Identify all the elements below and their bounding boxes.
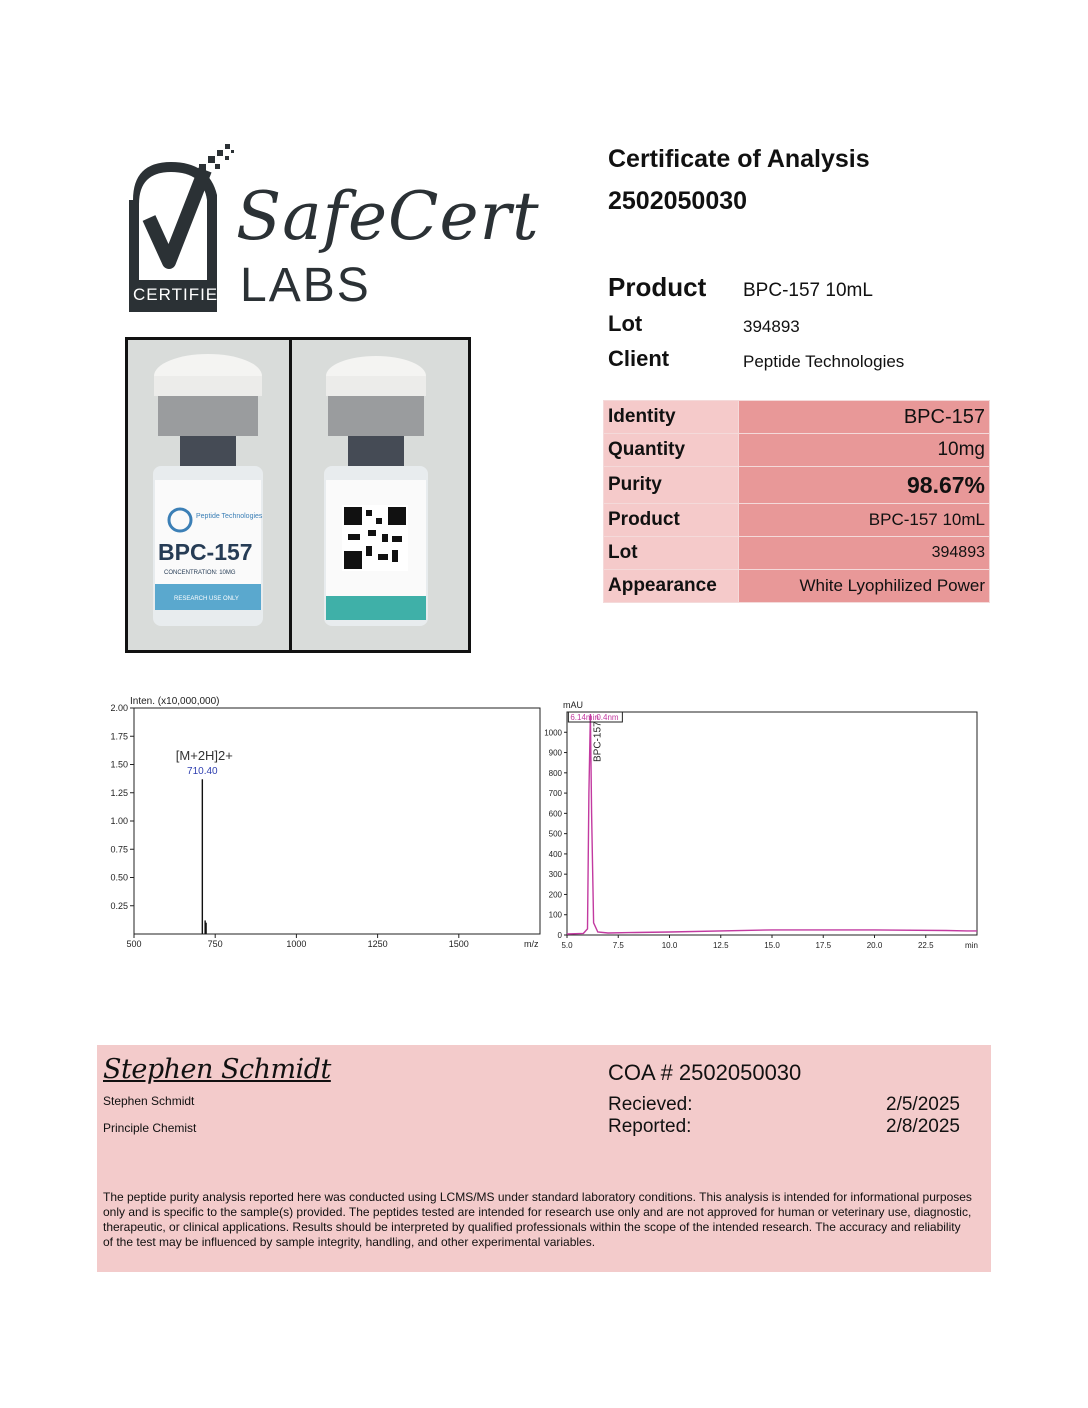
vial-name-text: BPC-157 (158, 539, 253, 565)
result-value: BPC-157 (739, 401, 990, 434)
info-product-label: Product (608, 272, 707, 302)
x-tick-label: 1500 (448, 939, 469, 949)
info-client-label: Client (608, 346, 670, 371)
hplc-chromatogram-chart (535, 695, 985, 963)
table-row (604, 504, 990, 537)
y-axis-label: mAU (563, 700, 583, 710)
info-client-value: Peptide Technologies (743, 352, 905, 371)
y-tick-label: 800 (548, 768, 562, 778)
x-axis-label: m/z (524, 939, 539, 949)
x-tick-label: 10.0 (661, 941, 678, 950)
y-tick-label: 0.50 (110, 872, 128, 883)
y-tick-label: 700 (548, 789, 562, 799)
vial-photo-back (289, 337, 471, 653)
y-tick-label: 0.25 (110, 900, 128, 911)
y-tick-label: 100 (548, 910, 562, 920)
x-tick-label: 20.0 (866, 941, 883, 950)
result-key: Quantity (604, 434, 739, 467)
peak-mz-label: 710.40 (187, 766, 218, 778)
info-lot-label: Lot (608, 311, 643, 336)
chromatogram-trace (567, 714, 977, 934)
y-tick-label: 1.25 (110, 787, 128, 798)
signer-name: Stephen Schmidt (103, 1094, 195, 1108)
disclaimer-text: The peptide purity analysis reported here was conducted using LCMS/MS under standard laboratory conditions. This analysis is intended for informational purposes only and is specific to the sample(s) provided. The peptides tested are intended for research use only and are not approved for human or veterinary use, diagnostic, therapeutic, or clinical applications. Results should be interpreted by qualified professionals within the scope of the intended research. The accuracy and reliability of the test may be influenced by sample integrity, handling, and other experimental variables. (103, 1190, 972, 1249)
y-tick-label: 900 (548, 748, 562, 758)
x-axis-label: min (965, 941, 978, 950)
y-tick-label: 1.00 (110, 816, 128, 826)
x-tick-label: 17.5 (815, 941, 832, 950)
x-tick-label: 500 (126, 939, 142, 949)
result-key: Lot (604, 537, 739, 570)
y-tick-label: 1000 (544, 728, 562, 738)
y-tick-label: 1.75 (110, 731, 128, 742)
table-row (604, 434, 990, 467)
y-tick-label: 500 (548, 829, 562, 839)
x-tick-label: 15.0 (764, 941, 780, 950)
x-tick-label: 750 (207, 939, 223, 949)
table-row (604, 467, 990, 504)
logo-labs: LABS (240, 259, 371, 312)
logo-wordmark: SafeCert (236, 178, 540, 255)
page-title: Certificate of Analysis (608, 145, 870, 173)
signature: Stephen Schmidt (103, 1054, 331, 1085)
table-row (604, 537, 990, 570)
result-value: 394893 (739, 537, 990, 570)
x-tick-label: 12.5 (712, 941, 729, 950)
peak-wavelength-label: 0.4nm (596, 713, 619, 722)
result-key: Product (604, 504, 739, 537)
y-tick-label: 200 (548, 890, 562, 900)
peak-time-label: 6.14min (570, 713, 599, 722)
logo-certified-text: CERTIFIED (133, 285, 232, 304)
certificate-number: 2502050030 (608, 187, 748, 215)
y-tick-label: 2.00 (110, 703, 128, 713)
x-tick-label: 22.5 (917, 941, 934, 950)
plot-frame (134, 708, 540, 934)
info-lot-value: 394893 (743, 317, 800, 336)
plot-frame (567, 712, 977, 935)
y-tick-label: 300 (548, 870, 562, 880)
peak-name-label: BPC-157 (592, 721, 604, 762)
x-tick-label: 1250 (367, 939, 388, 949)
y-axis-label: Inten. (x10,000,000) (130, 696, 220, 707)
result-value: 98.67% (739, 467, 990, 504)
peak-annotation: [M+2H]2+ (175, 748, 233, 764)
result-value: White Lyophilized Power (739, 570, 990, 603)
y-tick-label: 0.75 (110, 844, 128, 855)
vial-photo-front (125, 337, 292, 653)
reported-label: Reported: (608, 1116, 692, 1137)
x-tick-label: 5.0 (561, 941, 573, 950)
table-row (604, 570, 990, 603)
result-key: Identity (604, 401, 739, 434)
y-tick-label: 400 (548, 849, 562, 859)
vial-conc-text: CONCENTRATION: 10MG (164, 570, 236, 576)
vial-ruo-text: RESEARCH USE ONLY (174, 596, 239, 602)
received-date: 2/5/2025 (886, 1094, 960, 1115)
vial-brand-text: Peptide Technologies (196, 513, 263, 520)
signer-role: Principle Chemist (103, 1121, 197, 1135)
x-tick-label: 1000 (286, 939, 307, 949)
y-tick-label: 600 (548, 809, 562, 819)
result-key: Purity (604, 467, 739, 504)
received-label: Recieved: (608, 1094, 693, 1115)
y-tick-label: 0 (557, 931, 562, 940)
y-tick-label: 1.50 (110, 759, 128, 770)
qr-code-icon (342, 505, 408, 571)
results-table (603, 400, 990, 603)
result-key: Appearance (604, 570, 739, 603)
result-value: 10mg (739, 434, 990, 467)
reported-date: 2/8/2025 (886, 1116, 960, 1137)
result-value: BPC-157 10mL (739, 504, 990, 537)
coa-number: COA # 2502050030 (608, 1060, 802, 1085)
info-product-value: BPC-157 10mL (743, 280, 873, 301)
x-tick-label: 7.5 (612, 941, 624, 950)
mass-spectrum-chart (100, 692, 550, 960)
table-row (604, 401, 990, 434)
